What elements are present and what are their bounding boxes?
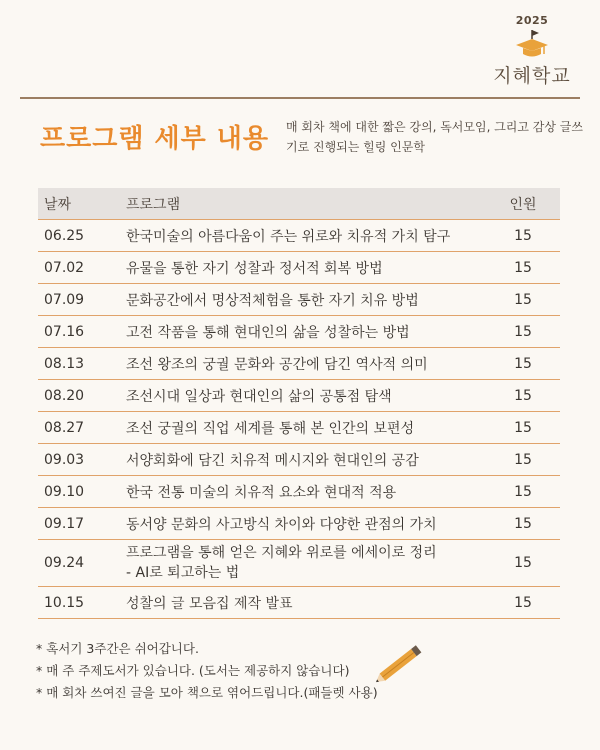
row-date: 08.13 (38, 348, 126, 380)
school-logo (492, 14, 572, 88)
row-date: 09.17 (38, 508, 126, 540)
table-row (38, 508, 560, 540)
table-header-row (38, 188, 560, 220)
row-date: 07.16 (38, 316, 126, 348)
page-subtitle: 매 회차 책에 대한 짧은 강의, 독서모임, 그리고 감상 글쓰기로 진행되는 힐링 인문학 (286, 120, 583, 154)
table-row (38, 444, 560, 476)
table-row (38, 412, 560, 444)
row-date: 07.02 (38, 252, 126, 284)
program-table (38, 188, 560, 619)
column-header-count: 인원 (486, 188, 560, 220)
row-program-sub: - AI로 퇴고하는 법 (126, 565, 240, 581)
row-program: 조선 왕조의 궁궐 문화와 공간에 담긴 역사적 의미 (126, 348, 486, 380)
row-date: 08.27 (38, 412, 126, 444)
table-row (38, 252, 560, 284)
table-row (38, 540, 560, 587)
row-program: 문화공간에서 명상적체험을 통한 자기 치유 방법 (126, 284, 486, 316)
table-row (38, 284, 560, 316)
row-program: 프로그램을 통해 얻은 지혜와 위로를 에세이로 정리 (126, 545, 437, 561)
note-item: * 매 회차 쓰여진 글을 모아 책으로 엮어드립니다.(패들렛 사용) (36, 685, 378, 700)
table-row (38, 348, 560, 380)
row-date: 07.09 (38, 284, 126, 316)
row-count: 15 (486, 508, 560, 540)
row-count: 15 (486, 587, 560, 619)
notes (36, 638, 378, 704)
logo-year: 2025 (515, 14, 549, 27)
row-count: 15 (486, 540, 560, 587)
row-program: 조선 궁궐의 직업 세계를 통해 본 인간의 보편성 (126, 412, 486, 444)
row-date: 06.25 (38, 220, 126, 252)
column-header-program: 프로그램 (126, 188, 486, 220)
table-row (38, 476, 560, 508)
row-count: 15 (486, 252, 560, 284)
row-program: 동서양 문화의 사고방식 차이와 다양한 관점의 가치 (126, 508, 486, 540)
row-date: 09.03 (38, 444, 126, 476)
header-divider (20, 97, 580, 99)
row-count: 15 (486, 284, 560, 316)
row-program: 성찰의 글 모음집 제작 발표 (126, 587, 486, 619)
row-date: 09.10 (38, 476, 126, 508)
column-header-date: 날짜 (38, 188, 126, 220)
row-program: 고전 작품을 통해 현대인의 삶을 성찰하는 방법 (126, 316, 486, 348)
row-count: 15 (486, 380, 560, 412)
row-count: 15 (486, 220, 560, 252)
row-program: 조선시대 일상과 현대인의 삶의 공통점 탐색 (126, 380, 486, 412)
graduation-cap-icon (515, 29, 549, 59)
row-count: 15 (486, 444, 560, 476)
row-program-cell (126, 540, 486, 587)
logo-name: 지혜학교 (493, 65, 571, 87)
row-count: 15 (486, 316, 560, 348)
row-program: 유물을 통한 자기 성찰과 정서적 회복 방법 (126, 252, 486, 284)
table-row (38, 587, 560, 619)
row-count: 15 (486, 348, 560, 380)
row-date: 09.24 (38, 540, 126, 587)
table-row (38, 380, 560, 412)
row-program: 한국 전통 미술의 치유적 요소와 현대적 적용 (126, 476, 486, 508)
row-program: 서양회화에 담긴 치유적 메시지와 현대인의 공감 (126, 444, 486, 476)
table-row (38, 316, 560, 348)
row-program: 한국미술의 아름다움이 주는 위로와 치유적 가치 탐구 (126, 220, 486, 252)
note-item: * 혹서기 3주간은 쉬어갑니다. (36, 641, 199, 656)
table-row (38, 220, 560, 252)
row-date: 10.15 (38, 587, 126, 619)
row-count: 15 (486, 412, 560, 444)
note-item: * 매 주 주제도서가 있습니다. (도서는 제공하지 않습니다) (36, 663, 350, 678)
row-date: 08.20 (38, 380, 126, 412)
row-count: 15 (486, 476, 560, 508)
pencil-icon (368, 642, 432, 686)
page-title: 프로그램 세부 내용 (40, 124, 270, 154)
